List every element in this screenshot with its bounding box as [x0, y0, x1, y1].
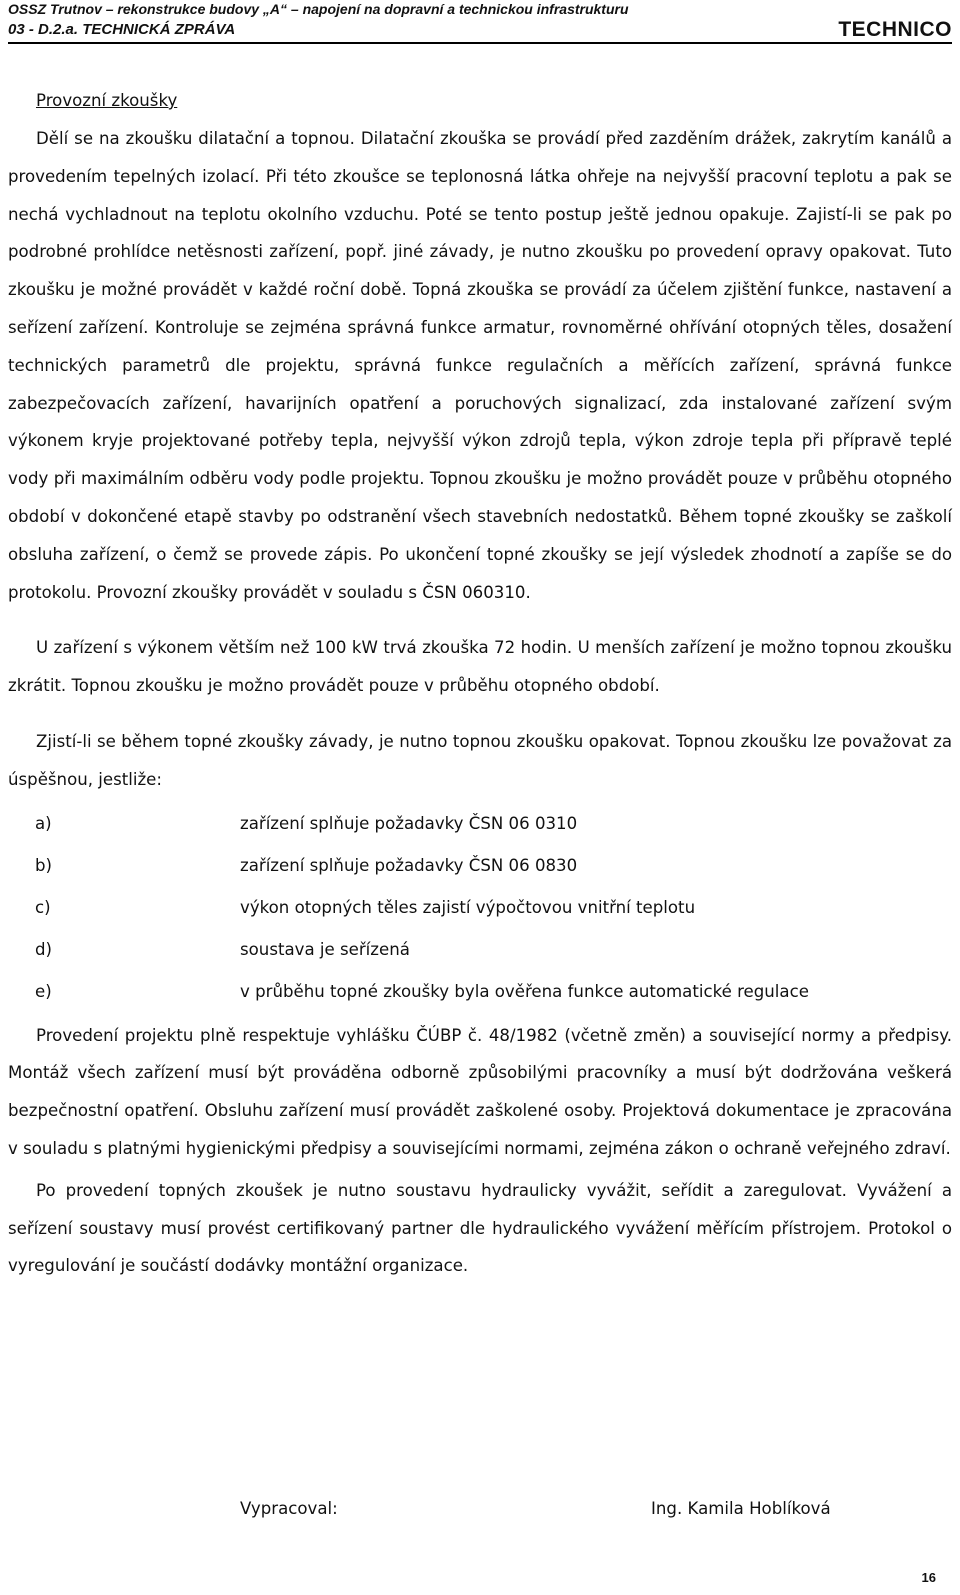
page-number: 16 — [921, 1570, 936, 1585]
list-item-letter: c) — [35, 897, 51, 917]
list-item-text: výkon otopných těles zajistí výpočtovou vnitřní teplotu — [240, 897, 696, 917]
paragraph-hydraulic-balancing: Po provedení topných zkoušek je nutno soustavu hydraulicky vyvážit, seřídit a zaregulovat. Vyvážení a seřízení soustavy musí provést certifikovaný partner dle hydraulického vyvážení měřícím přístrojem. Protokol o vyregulování je součástí dodávky montážní organizace. — [8, 1180, 952, 1276]
company-logo: TECHNICO — [838, 18, 952, 41]
signature-label: Vypracoval: — [240, 1499, 338, 1518]
success-criteria-list — [8, 803, 952, 1013]
section-title: 03 - D.2.a. TECHNICKÁ ZPRÁVA — [8, 21, 236, 38]
list-item-letter: e) — [35, 981, 52, 1001]
list-item — [8, 971, 952, 1013]
list-item — [8, 887, 952, 929]
document-body — [8, 82, 952, 1285]
project-title: OSSZ Trutnov – rekonstrukce budovy „A“ – napojení na dopravní a technickou infrastrukturu — [8, 1, 629, 17]
list-item-text: v průběhu topné zkoušky byla ověřena funkce automatické regulace — [240, 981, 809, 1001]
list-item-text: soustava je seřízená — [240, 939, 410, 959]
list-item-text: zařízení splňuje požadavky ČSN 06 0830 — [240, 855, 578, 875]
list-item-letter: d) — [35, 939, 53, 959]
paragraph-regulations: Provedení projektu plně respektuje vyhlášku ČÚBP č. 48/1982 (včetně změn) a související normy a předpisy. Montáž všech zařízení musí být prováděna odborně způsobilými pracovníky a musí být dodržována veškerá bezpečnostní opatření. Obsluhu zařízení musí provádět zaškolené osoby. Projektová dokumentace je zpracována v souladu s platnými hygienickými předpisy a souvisejícími normami, zejména zákon o ochraně veřejného zdraví. — [8, 1025, 952, 1158]
list-item — [8, 803, 952, 845]
list-item-letter: b) — [35, 855, 53, 875]
list-item — [8, 845, 952, 887]
paragraph-test-duration: U zařízení s výkonem větším než 100 kW trvá zkouška 72 hodin. U menších zařízení je možno topnou zkoušku zkrátit. Topnou zkoušku je možno provádět pouze v průběhu otopného období. — [8, 638, 952, 696]
paragraph-test-success-intro: Zjistí-li se během topné zkoušky závady, je nutno topnou zkoušku opakovat. Topnou zkoušku lze považovat za úspěšnou, jestliže: — [8, 731, 952, 789]
page-header — [8, 0, 952, 44]
signature-name: Ing. Kamila Hoblíková — [651, 1499, 831, 1518]
paragraph-operational-tests: Dělí se na zkoušku dilatační a topnou. Dilatační zkouška se provádí před zazděním drážek, zakrytím kanálů a provedením tepelných izolací. Při této zkoušce se teplonosná látka ohřeje na nejvyšší pracovní teplotu a pak se nechá vychladnout na teplotu okolního vzduchu. Poté se tento postup ještě jednou opakuje. Zajistí-li se pak po podrobné prohlídce netěsnosti zařízení, popř. jiné závady, je nutno zkoušku po provedení opravy opakovat. Tuto zkoušku je možné provádět v každé roční době. Topná zkouška se provádí za účelem zjištění funkce, nastavení a seřízení zařízení. Kontroluje se zejména správná funkce armatur, rovnoměrné ohřívání otopných těles, dosažení technických parametrů dle projektu, správná funkce regulačních a měřících zařízení, správná funkce zabezpečovacích zařízení, havarijních opatření a poruchových signalizací, zda instalované zařízení svým výkonem kryje projektované potřeby tepla, nejvyšší výkon zdrojů tepla, výkon zdroje tepla při přípravě teplé vody při maximálním odběru vody podle projektu. Topnou zkoušku je možno provádět pouze v průběhu otopného období v dokončené etapě stavby po odstranění všech stavebních nedostatků. Během topné zkoušky se zaškolí obsluha zařízení, o čemž se provede zápis. Po ukončení topné zkoušky se její výsledek zhodnotí a zapíše se do protokolu. Provozní zkoušky provádět v souladu s ČSN 060310. — [8, 129, 952, 602]
list-item — [8, 929, 952, 971]
signature-block — [8, 1494, 952, 1524]
section-heading: Provozní zkoušky — [36, 91, 178, 110]
list-item-text: zařízení splňuje požadavky ČSN 06 0310 — [240, 813, 578, 833]
list-item-letter: a) — [35, 813, 52, 833]
header-divider — [8, 42, 952, 44]
